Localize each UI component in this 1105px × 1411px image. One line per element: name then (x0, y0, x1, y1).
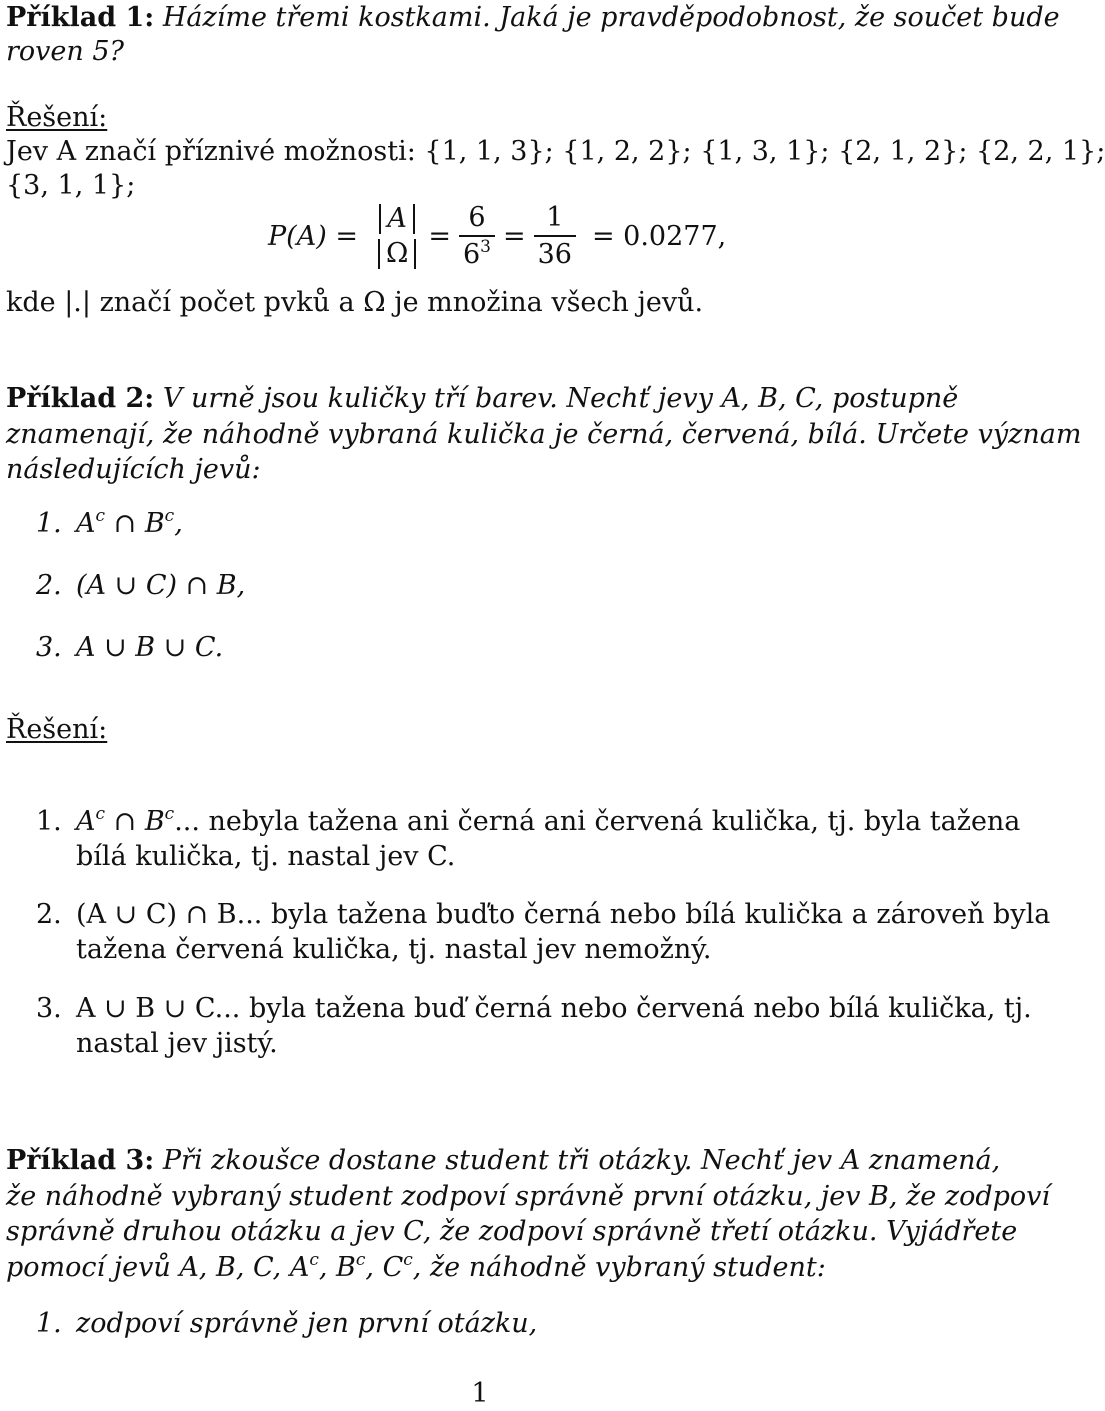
solution-2-text-b: tažena červená kulička, tj. nastal jev nemožný. (76, 934, 712, 965)
example-3-question-line-3: správně druhou otázku a jev C, že zodpoví správně třetí otázku. Vyjádřete (6, 1216, 1018, 1247)
solution-1-text-b: bílá kulička, tj. nastal jev C. (76, 841, 456, 872)
fraction-1-numerator: A (379, 204, 415, 234)
fraction-2-denominator: 6 (462, 239, 481, 270)
solution-3-text-a: A ∪ B ∪ C... byla tažena buď černá nebo červená nebo bílá kulička, tj. (76, 993, 1032, 1024)
page-number: 1 (471, 1378, 489, 1409)
fraction-2-numerator: 6 (468, 202, 486, 233)
solution-item-2-number: 2. (36, 899, 62, 930)
example-1-note: kde |.| značí počet pvků a Ω je množina všech jevů. (6, 287, 704, 318)
solution-item-1-number: 1. (36, 806, 62, 837)
example-2-question-line-1 (6, 381, 958, 416)
solution-1-text-a: ... nebyla tažena ani černá ani červená kulička, tj. byla tažena (174, 806, 1021, 837)
list-item-3-number: 3. (36, 632, 62, 663)
list-item-1: 1. $A^c$ ∩ $B^c$, (36, 506, 183, 539)
example-3-item-number: 1. (36, 1308, 62, 1339)
example-1-label: Příklad 1: (6, 2, 155, 33)
example-3-list-item-1 (36, 1306, 537, 1341)
fraction-one-over-thirty-six (534, 200, 576, 272)
solution-item-3-number: 3. (36, 993, 62, 1024)
example-3-question-line-1 (6, 1143, 1000, 1178)
solution-2-text-a: (A ∪ C) ∩ B... byla tažena buďto černá nebo bílá kulička a zároveň byla (76, 899, 1051, 930)
example-3-question-line-4: pomocí jevů A, B, C, $A^c$, $B^c$, $C^c$, že náhodně vybraný student: (6, 1250, 826, 1283)
example-2-question-line-2: znamenají, že náhodně vybraná kulička je černá, červená, bílá. Určete význam (6, 419, 1082, 450)
example-1-solution-label: Řešení: (6, 102, 108, 133)
example-3-item-text: zodpoví správně jen první otázku, (76, 1308, 538, 1339)
probability-formula: P(A) = A Ω = $\frac{6}{6^3}$ = $\frac{1}{36}$ = 0.0277, (268, 202, 727, 270)
fraction-1-denominator: Ω (378, 239, 416, 269)
list-item-1-number: 1. (36, 508, 62, 539)
list-item-2: 2. (A ∪ C) ∩ B, (36, 570, 246, 601)
example-3-label: Příklad 3: (6, 1145, 155, 1176)
fraction-event-over-omega (374, 201, 420, 271)
example-2-solution-label: Řešení: (6, 714, 108, 745)
fraction-2-exponent: 3 (480, 237, 491, 257)
example-3-question-text: Při zkoušce dostane student tři otázky. Nechť jev A znamená, (162, 1145, 1001, 1176)
solution-3-text-b: nastal jev jistý. (76, 1028, 278, 1059)
example-1-question-line-2: roven 5? (6, 36, 125, 67)
list-item-2-number: 2. (36, 570, 62, 601)
formula-lhs: P(A) = (268, 220, 358, 252)
example-1-solution-line-1: Jev A značí příznivé možnosti: {1, 1, 3}; {1, 2, 2}; {1, 3, 1}; {2, 1, 2}; {2, 2, 1}; (6, 136, 1105, 167)
formula-result: = 0.0277, (591, 220, 727, 252)
solution-1-expression: $A^c$ ∩ $B^c$ (76, 804, 175, 837)
fraction-six-over-six-cubed (459, 200, 495, 272)
example-2-question-line-3: následujících jevů: (6, 454, 261, 485)
example-1-question-text: Házíme třemi kostkami. Jaká je pravděpodobnost, že součet bude (162, 2, 1060, 33)
example-2-question-text: V urně jsou kuličky tří barev. Nechť jevy A, B, C, postupně (162, 383, 959, 414)
fraction-3-numerator: 1 (546, 202, 564, 233)
list-item-3: 3. A ∪ B ∪ C. (36, 632, 224, 663)
example-1-question-line-1 (6, 0, 1060, 35)
example-2-label: Příklad 2: (6, 383, 155, 414)
example-3-question-line-2: že náhodně vybraný student zodpoví správně první otázku, jev B, že zodpoví (6, 1181, 1051, 1212)
example-1-solution-line-2: {3, 1, 1}; (6, 170, 136, 201)
fraction-3-denominator: 36 (534, 235, 576, 272)
